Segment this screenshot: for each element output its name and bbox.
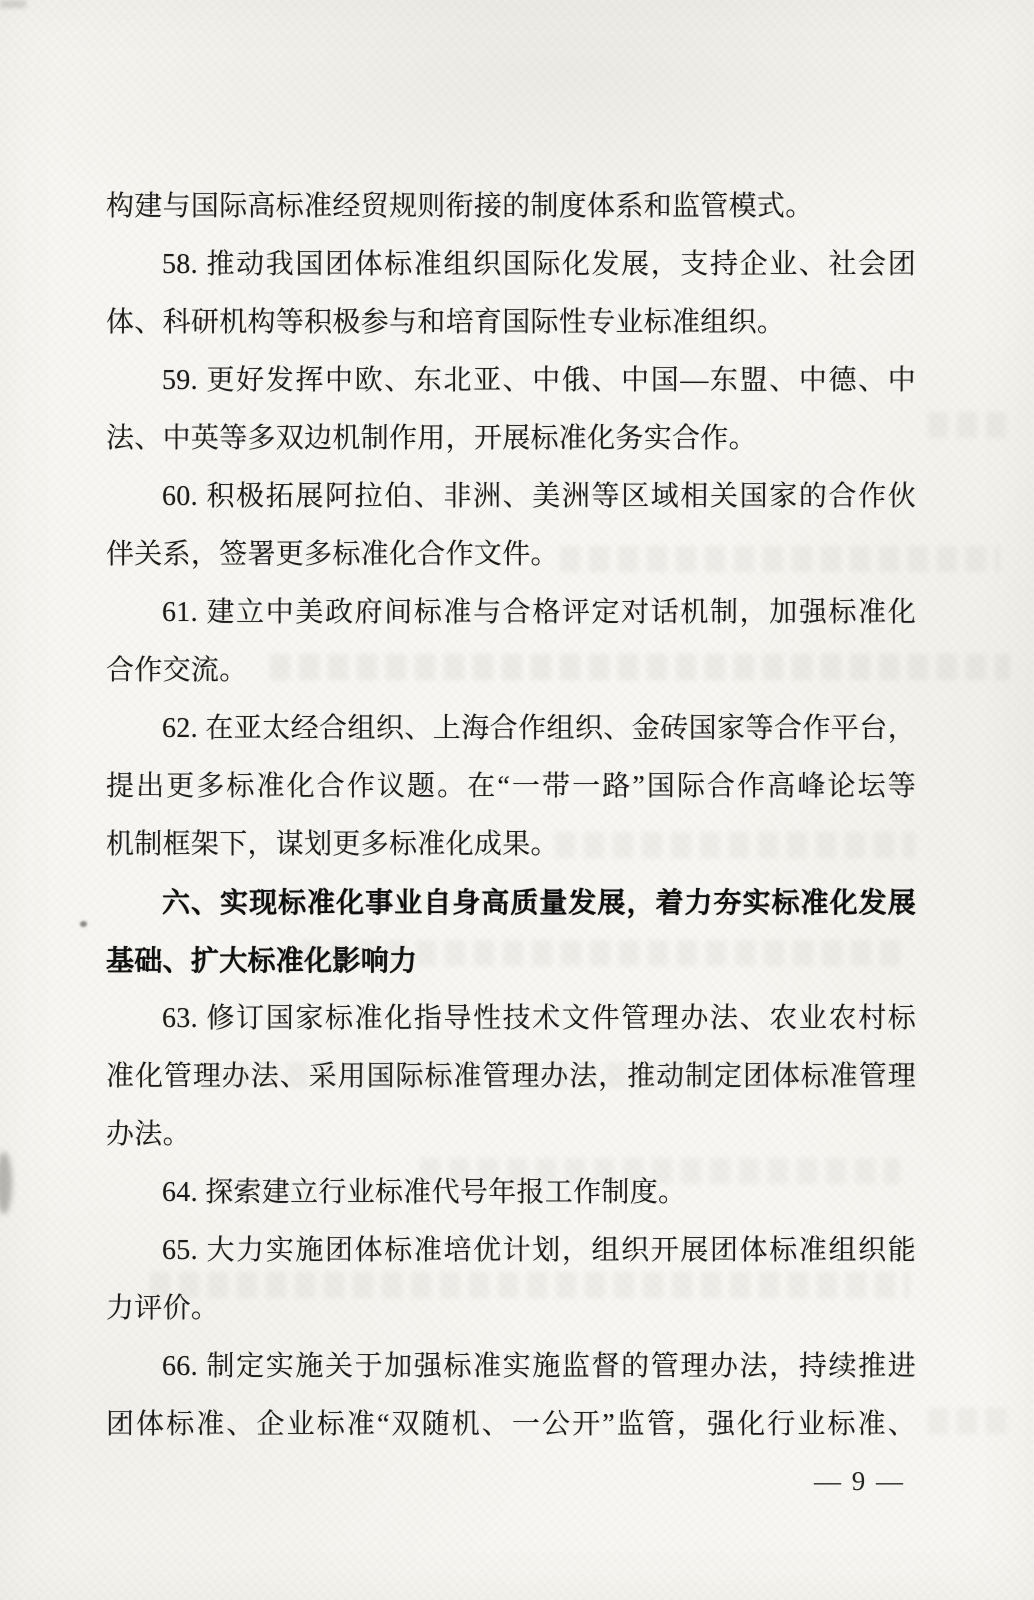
doc-line-item-59: 59. 更好发挥中欧、东北亚、中俄、中国—东盟、中德、中 — [162, 365, 916, 396]
document-text-block — [106, 178, 916, 1454]
doc-line-item-62: 62. 在亚太经合组织、上海合作组织、金砖国家等合作平台， — [162, 713, 916, 744]
bleedthrough-artifact — [928, 412, 1014, 438]
doc-line-item-63: 63. 修订国家标准化指导性技术文件管理办法、农业农村标 — [162, 1003, 916, 1034]
doc-line-item-61: 61. 建立中美政府间标准与合格评定对话机制，加强标准化 — [162, 597, 916, 628]
section-heading-6: 六、实现标准化事业自身高质量发展，着力夯实标准化发展 — [162, 887, 916, 918]
doc-line-item-66: 66. 制定实施关于加强标准实施监督的管理办法，持续推进 — [162, 1351, 916, 1382]
doc-line: 力评价。 — [106, 1293, 220, 1324]
section-heading-6-continued: 基础、扩大标准化影响力 — [106, 945, 418, 976]
ink-speck — [80, 921, 87, 927]
doc-line: 合作交流。 — [106, 655, 248, 686]
doc-line: 法、中英等多双边机制作用，开展标准化务实合作。 — [106, 423, 757, 454]
page-number: — 9 — — [814, 1466, 905, 1496]
doc-line: 团体标准、企业标准“双随机、一公开”监管，强化行业标准、 — [106, 1409, 916, 1440]
scan-edge-artifact — [0, 0, 26, 8]
doc-line: 提出更多标准化合作议题。在“一带一路”国际合作高峰论坛等 — [106, 771, 916, 802]
doc-line: 办法。 — [106, 1119, 191, 1150]
doc-line: 准化管理办法、采用国际标准管理办法，推动制定团体标准管理 — [106, 1061, 916, 1092]
doc-line: 体、科研机构等积极参与和培育国际性专业标准组织。 — [106, 307, 786, 338]
doc-line: 机制框架下，谋划更多标准化成果。 — [106, 829, 559, 860]
doc-line: 构建与国际高标准经贸规则衔接的制度体系和监管模式。 — [106, 191, 814, 222]
doc-line-item-60: 60. 积极拓展阿拉伯、非洲、美洲等区域相关国家的合作伙 — [162, 481, 916, 512]
doc-line-item-64: 64. 探索建立行业标准代号年报工作制度。 — [162, 1177, 687, 1208]
doc-line-item-58: 58. 推动我国团体标准组织国际化发展，支持企业、社会团 — [162, 249, 916, 280]
bleedthrough-artifact — [928, 1408, 1014, 1434]
scan-edge-smudge — [0, 1152, 12, 1214]
doc-line: 伴关系，签署更多标准化合作文件。 — [106, 539, 559, 570]
doc-line-item-65: 65. 大力实施团体标准培优计划，组织开展团体标准组织能 — [162, 1235, 916, 1266]
